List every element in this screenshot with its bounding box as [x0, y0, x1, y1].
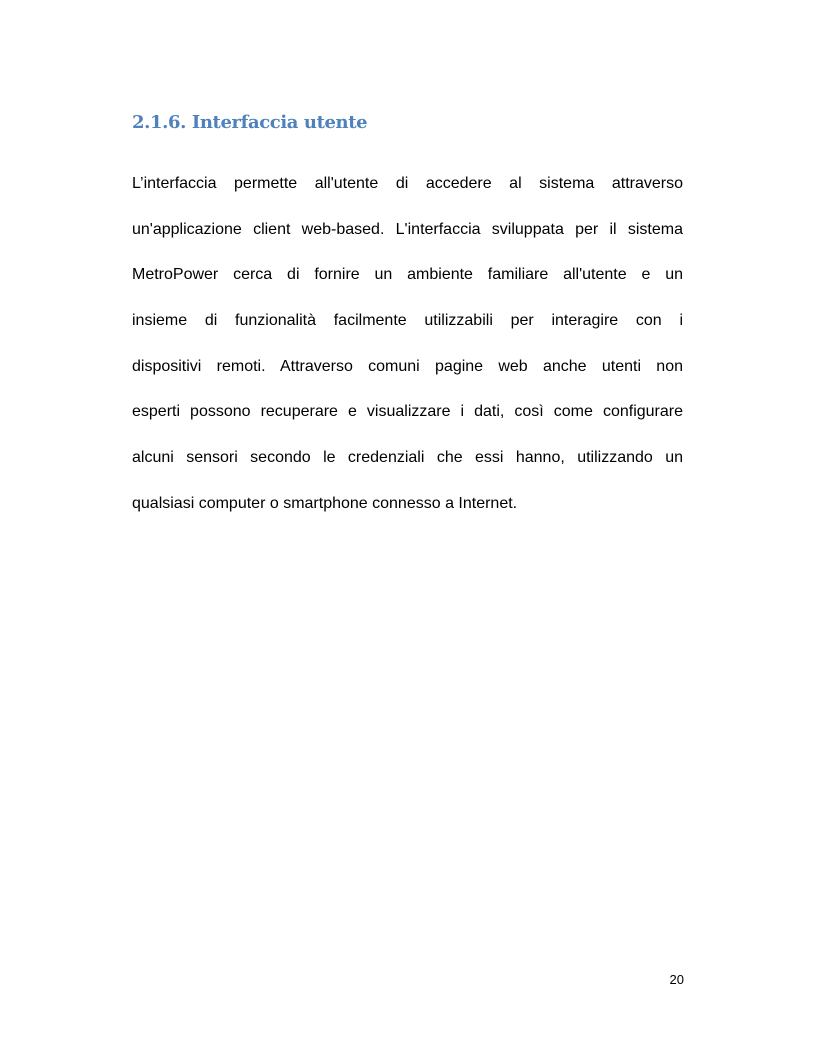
paragraph-line: alcuni sensori secondo le credenziali che essi hanno, utilizzando un	[132, 449, 683, 467]
paragraph-line: L’interfaccia permette all'utente di accedere al sistema attraverso	[132, 175, 683, 192]
paragraph-line: dispositivi remoti. Attraverso comuni pagine web anche utenti non	[132, 357, 683, 375]
paragraph-line: MetroPower cerca di fornire un ambiente familiare all'utente e un	[132, 266, 683, 284]
section-heading: 2.1.6. Interfaccia utente	[132, 112, 368, 133]
paragraph-line: qualsiasi computer o smartphone connesso a Internet.	[132, 494, 518, 512]
paragraph-line: esperti possono recuperare e visualizzare i dati, così come configurare	[132, 403, 683, 421]
paragraph-line: un'applicazione client web-based. L'interfaccia sviluppata per il sistema	[132, 220, 683, 238]
paragraph-line: insieme di funzionalità facilmente utilizzabili per interagire con i	[132, 312, 683, 330]
body-paragraph	[132, 166, 683, 532]
page-number: 20	[669, 972, 684, 987]
